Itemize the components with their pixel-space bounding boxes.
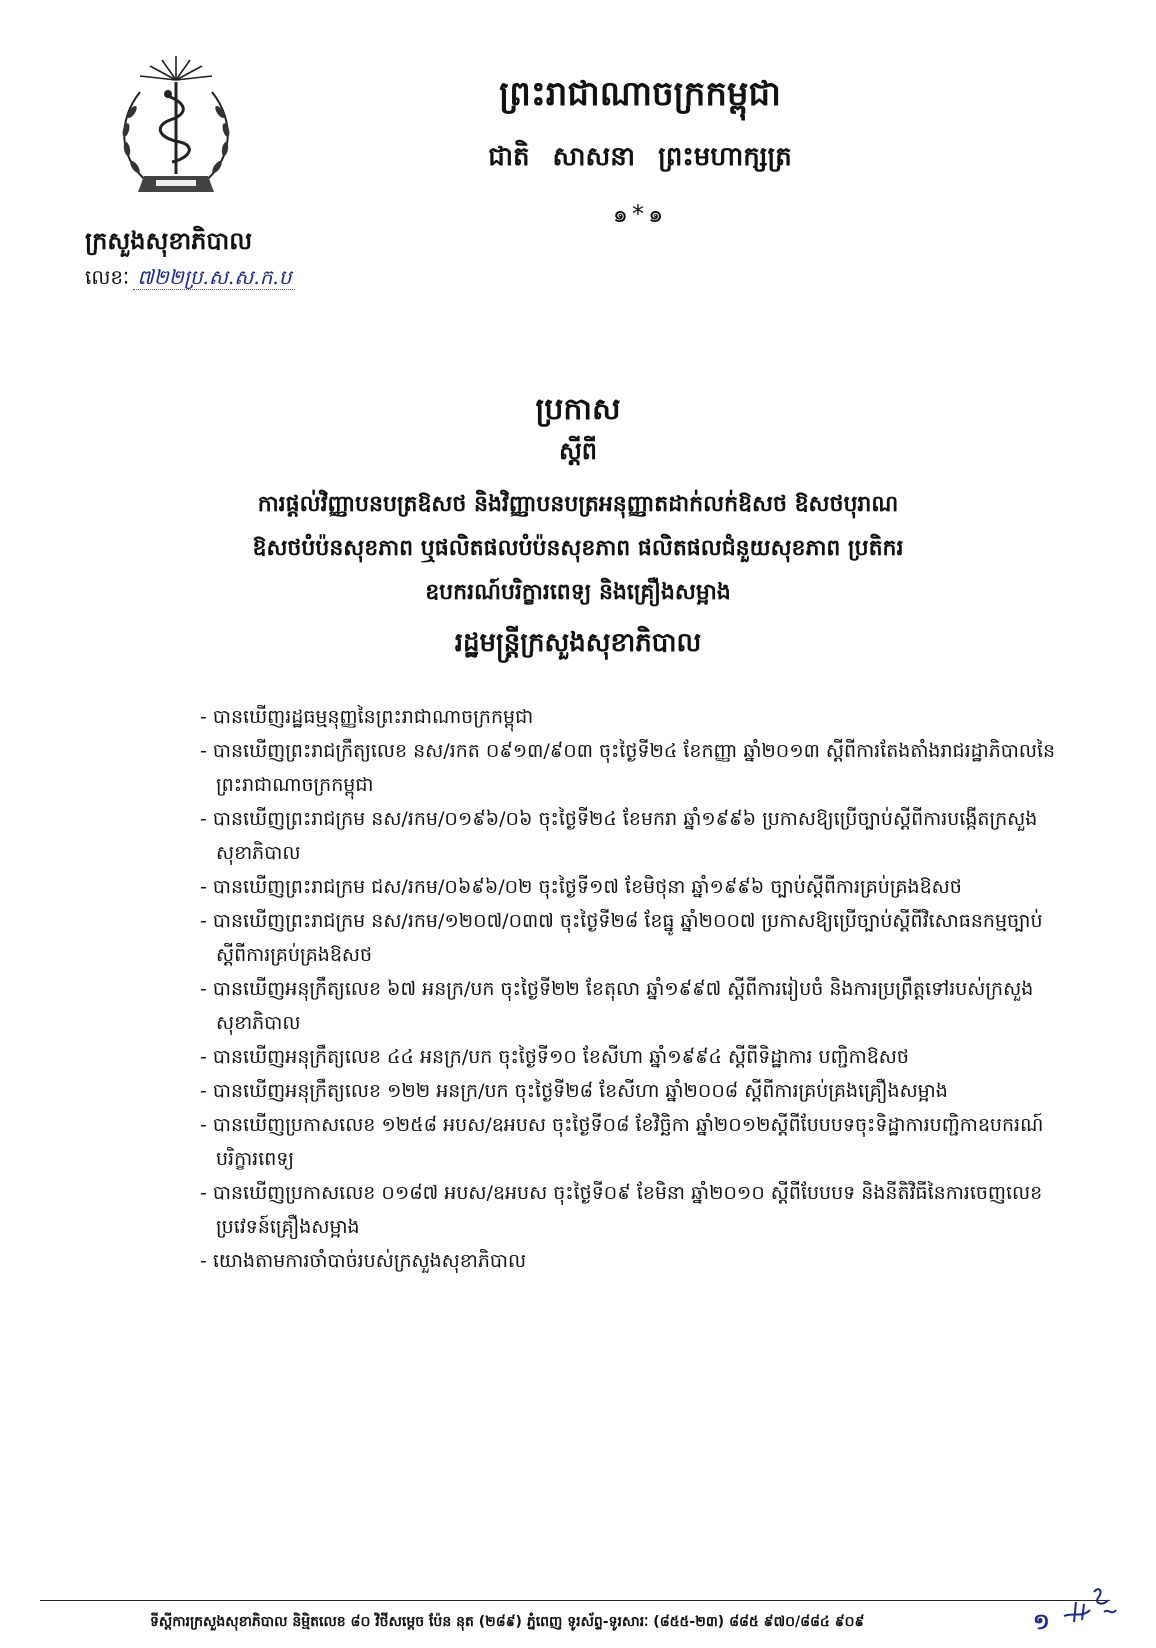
list-item: - បានឃើញព្រះរាជក្រឹត្យលេខ នស/រកត ០៩១៣/៩០៣ ចុះថ្ងៃទី២៤ ខែកញ្ញា ឆ្នាំ២០១៣ ស្តីពីការតែងតាំងរាជរដ្ឋាភិបាលនៃព្រះរាជាណាចក្រកម្ពុជា <box>200 734 1060 802</box>
ministry-emblem-icon <box>110 52 242 210</box>
list-item: - បានឃើញរដ្ឋធម្មនុញ្ញនៃព្រះរាជាណាចក្រកម្ពុជា <box>200 700 1060 734</box>
list-item: - បានឃើញព្រះរាជក្រម នស/រកម/០១៩៦/០៦ ចុះថ្ងៃទី២៤ ខែមករា ឆ្នាំ១៩៩៦ ប្រកាសឱ្យប្រើច្បាប់ស្តីពីការបង្កើតក្រសួងសុខាភិបាល <box>200 802 1060 870</box>
list-item: - បានឃើញប្រកាសលេខ ១២៥៨ អបស/ឧអបស ចុះថ្ងៃទី០៨ ខែវិច្ឆិកា ឆ្នាំ២០១២ស្តីពីបែបបទចុះទិដ្ឋាការបញ្ជិកាឧបករណ៍បរិក្ខារពេទ្យ <box>200 1108 1060 1176</box>
subject-line: ឧបករណ៍បរិក្ខារពេទ្យ និងគ្រឿងសម្អាង <box>425 579 731 605</box>
subject-line: ការផ្តល់វិញ្ញាបនបត្រឱសថ និងវិញ្ញាបនបត្រអនុញ្ញាតដាក់លក់ឱសថ ឱសថបុរាណ <box>257 491 899 517</box>
minister-title: រដ្ឋមន្ត្រីក្រសួងសុខាភិបាល <box>454 628 702 658</box>
list-item: - បានឃើញអនុក្រឹត្យលេខ ៤៤ អនក្រ/បក ចុះថ្ងៃទី១០ ខែសីហា ឆ្នាំ១៩៩៤ ស្តីពីទិដ្ឋាការ បញ្ជិកាឱសថ <box>200 1040 1060 1074</box>
list-item: - បានឃើញអនុក្រឹត្យលេខ ៦៧ អនក្រ/បក ចុះថ្ងៃទី២២ ខែតុលា ឆ្នាំ១៩៩៧ ស្តីពីការរៀបចំ និងការប្រព្រឹត្តទៅរបស់ក្រសួងសុខាភិបាល <box>200 972 1060 1040</box>
declaration-subject <box>130 482 1026 614</box>
list-item: - បានឃើញព្រះរាជក្រម នស/រកម/១២០៧/០៣៧ ចុះថ្ងៃទី២៨ ខែធ្នូ ឆ្នាំ២០០៧ ប្រកាសឱ្យប្រើច្បាប់ស្តីពីវិសោធនកម្មច្បាប់ស្តីពីការគ្រប់គ្រងឱសថ <box>200 904 1060 972</box>
reference-prefix: លេខៈ <box>85 265 130 289</box>
footer-address: ទីស្តីការក្រសួងសុខាភិបាល និម្មិតលេខ ៨០ វិថីសម្តេច ប៉ែន នុត (២៨៩) ភ្នំពេញ ទូរស័ព្ទ-ទូរសារៈ (៨៥៥-២៣) ៨៨៥ ៩៧០/៨៨៤ ៩០៩ <box>150 1614 865 1630</box>
national-motto: ជាតិ សាសនា ព្រះមហាក្សត្រ <box>488 142 792 172</box>
subject-line: ឱសថបំប៉នសុខភាព ឬផលិតផលបំប៉នសុខភាព ផលិតផលជំនួយសុខភាព ប្រតិករ <box>252 535 904 561</box>
declaration-title: ប្រកាស <box>535 392 621 427</box>
declaration-about: ស្តីពី <box>558 436 598 465</box>
legal-references-list <box>200 700 1060 1278</box>
list-item: - បានឃើញព្រះរាជក្រម ជស/រកម/០៦៩៦/០២ ចុះថ្ងៃទី១៧ ខែមិថុនា ឆ្នាំ១៩៩៦ ច្បាប់ស្តីពីការគ្រប់គ្រងឱសថ <box>200 870 1060 904</box>
kingdom-heading <box>380 72 900 233</box>
reference-number: ៧២២ប្រ.ស.ស.ក.ប <box>133 265 295 290</box>
handwritten-initials-icon <box>1060 1582 1120 1632</box>
reference-number-line <box>85 264 295 294</box>
list-item: - បានឃើញប្រកាសលេខ ០១៨៧ អបស/ឧអបស ចុះថ្ងៃទី០៩ ខែមិនា ឆ្នាំ២០១០ ស្តីពីបែបបទ និងនីតិវិធីនៃការចេញលេខប្រវេទន៍គ្រឿងសម្អាង <box>200 1176 1060 1244</box>
footer-divider <box>40 1600 1110 1601</box>
ornament-divider: ๑*๑ <box>612 200 668 228</box>
ministry-name: ក្រសួងសុខាភិបាល <box>85 226 253 255</box>
kingdom-name: ព្រះរាជាណាចក្រកម្ពុជា <box>499 74 781 114</box>
list-item: - យោងតាមការចាំបាច់របស់ក្រសួងសុខាភិបាល <box>200 1244 1060 1278</box>
list-item: - បានឃើញអនុក្រឹត្យលេខ ១២២ អនក្រ/បក ចុះថ្ងៃទី២៨ ខែសីហា ឆ្នាំ២០០៨ ស្តីពីការគ្រប់គ្រងគ្រឿងសម្អាង <box>200 1074 1060 1108</box>
page-number: ១ <box>1033 1609 1050 1635</box>
